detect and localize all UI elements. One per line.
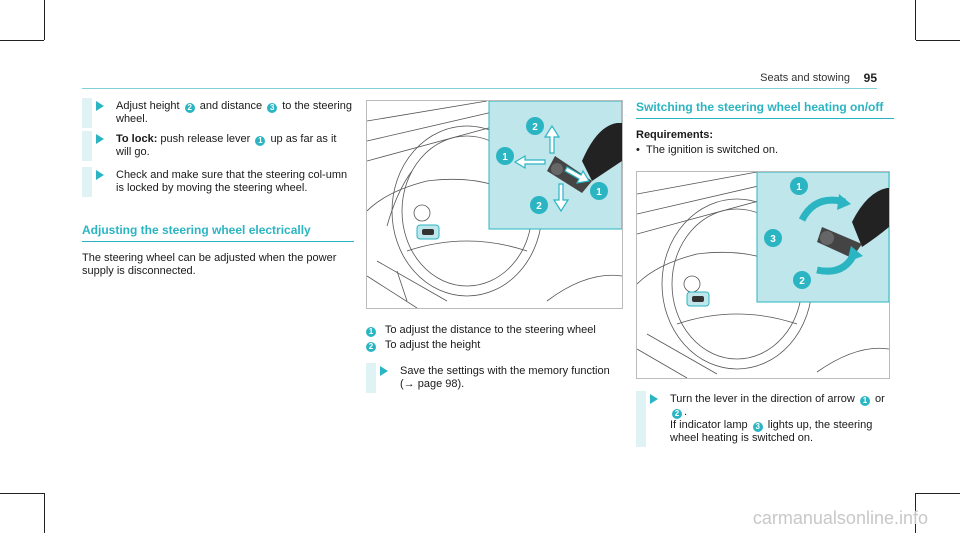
- callout-badge: 1: [255, 136, 265, 146]
- callout-2: 2: [799, 276, 805, 287]
- crop-mark: [915, 0, 916, 40]
- step-arrow-icon: [96, 134, 104, 144]
- steering-heating-illustration: [636, 171, 890, 379]
- crop-mark: [916, 40, 960, 41]
- requirement-item: • The ignition is switched on.: [636, 144, 894, 157]
- crop-mark: [0, 493, 44, 494]
- callout-1: 1: [796, 182, 802, 193]
- callout-1: 1: [502, 152, 508, 163]
- section-title: Seats and stowing: [760, 72, 850, 84]
- callout-badge: 2: [672, 409, 682, 419]
- page-header: [82, 70, 877, 89]
- legend-item: 2 To adjust the height: [366, 338, 622, 353]
- callout-badge: 3: [267, 103, 277, 113]
- column-right: [636, 100, 894, 452]
- page-number: 95: [863, 71, 877, 85]
- crop-mark: [0, 40, 44, 41]
- callout-badge: 1: [366, 327, 376, 337]
- dashboard-drawing: [367, 101, 622, 308]
- crop-mark: [916, 493, 960, 494]
- steering-column-illustration: [366, 100, 623, 309]
- legend-item: 1 To adjust the distance to the steering wheel: [366, 323, 622, 338]
- callout-3: 3: [770, 234, 776, 245]
- requirements-title: Requirements:: [636, 129, 714, 141]
- step-arrow-icon: [380, 366, 388, 376]
- callout-badge: 2: [185, 103, 195, 113]
- step-arrow-icon: [96, 170, 104, 180]
- instruction-step: Check and make sure that the steering col-umn is locked by moving the steering wheel.: [82, 169, 354, 195]
- column-middle: [366, 100, 622, 398]
- callout-1: 1: [596, 187, 602, 198]
- callout-badge: 1: [860, 396, 870, 406]
- instruction-step: To lock: push release lever 1 up as far as it will go.: [82, 133, 354, 159]
- callout-badge: 2: [366, 342, 376, 352]
- callout-2: 2: [536, 201, 542, 212]
- watermark: carmanualsonline.info: [752, 508, 928, 528]
- section-heading: Switching the steering wheel heating on/off: [636, 100, 894, 119]
- step-arrow-icon: [650, 394, 658, 404]
- step-arrow-icon: [96, 101, 104, 111]
- instruction-step: Save the settings with the memory function (→ page 98).: [366, 365, 622, 391]
- crop-mark: [44, 0, 45, 40]
- paragraph: The steering wheel can be adjusted when the power supply is disconnected.: [82, 252, 337, 277]
- dashboard-drawing: [637, 172, 889, 378]
- instruction-step: Turn the lever in the direction of arrow 1 or 2 . If indicator lamp 3 lights up, the steering wheel heating is switched on.: [636, 393, 894, 445]
- crop-mark: [44, 493, 45, 533]
- page-reference-link[interactable]: (→ page 98).: [400, 378, 465, 390]
- callout-2: 2: [532, 122, 538, 133]
- section-heading: Adjusting the steering wheel electrically: [82, 223, 354, 242]
- callout-badge: 3: [753, 422, 763, 432]
- instruction-step: Adjust height 2 and distance 3 to the steering wheel.: [82, 100, 354, 126]
- column-left: [82, 100, 354, 278]
